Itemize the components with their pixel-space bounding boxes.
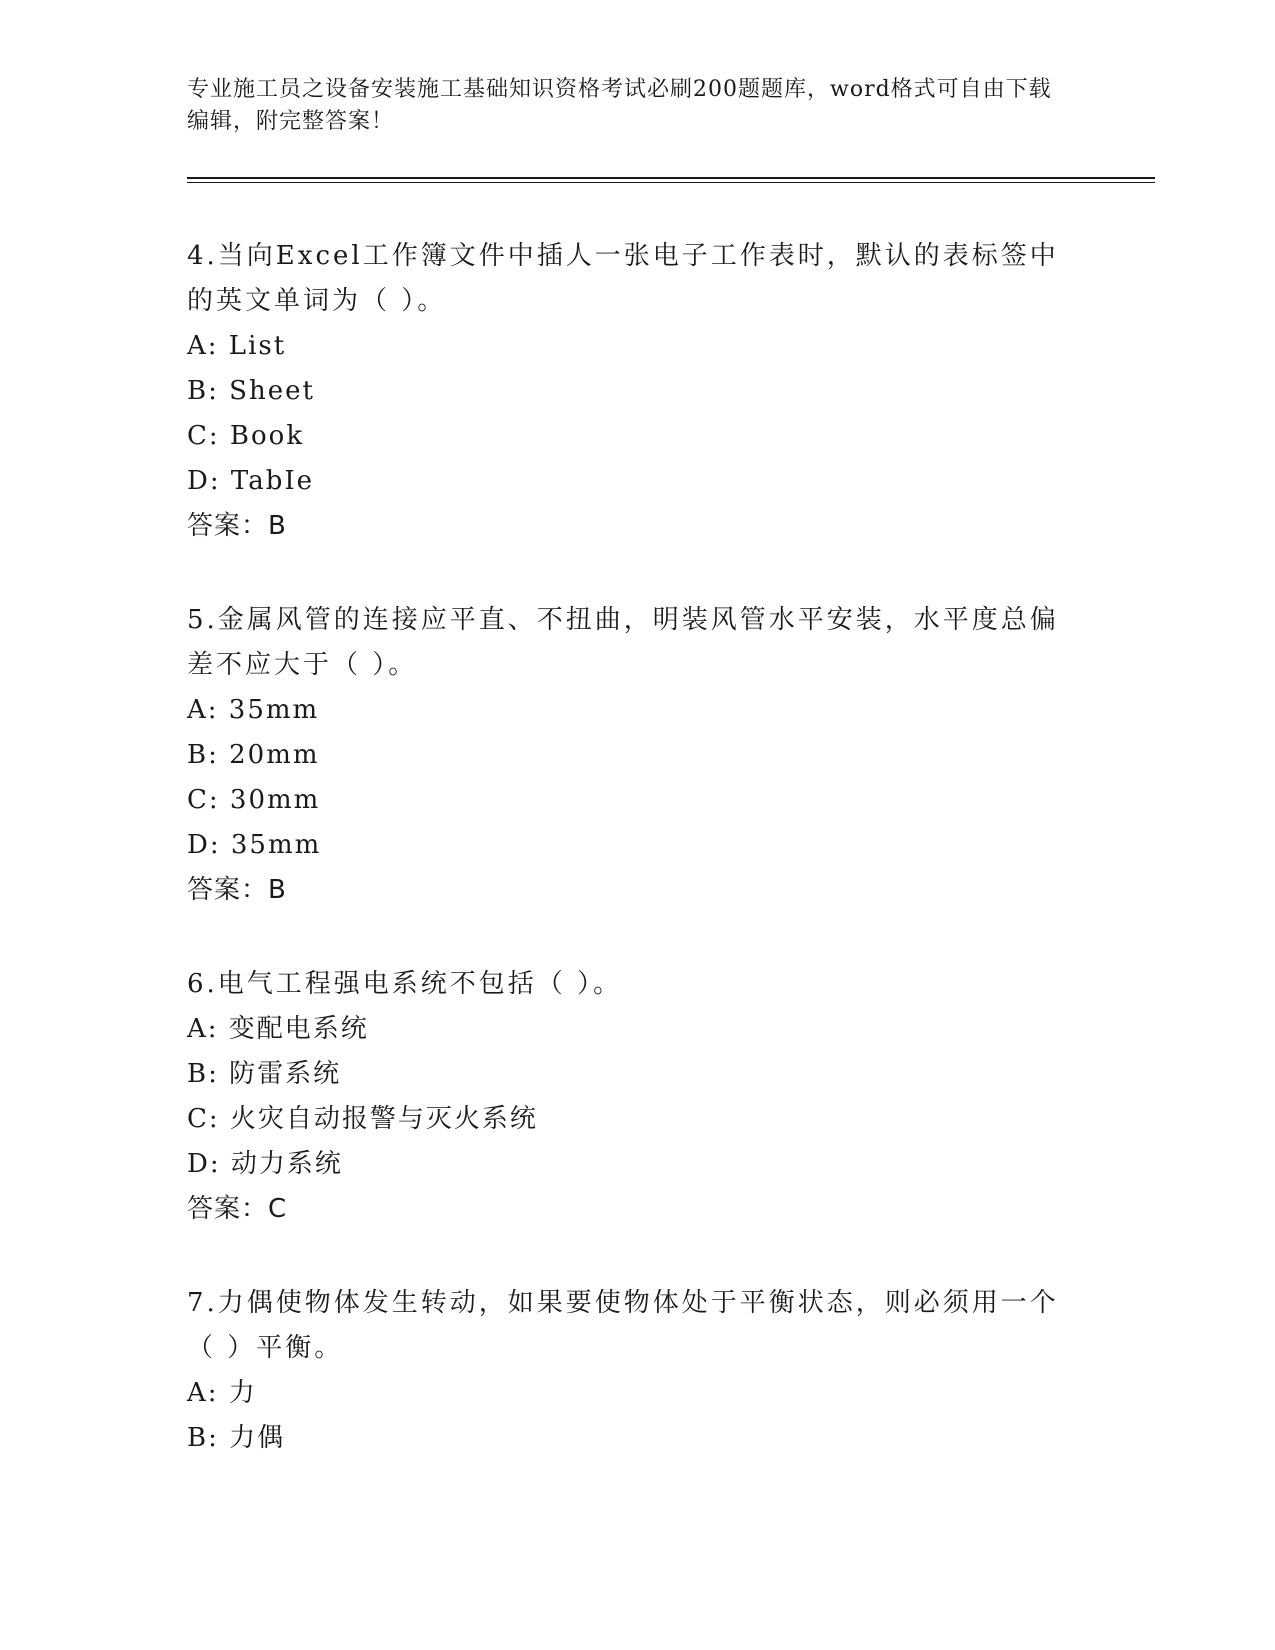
question-5 bbox=[187, 598, 1067, 913]
question-stem: 6.电气工程强电系统不包括（ ）。 bbox=[187, 969, 623, 999]
question-7 bbox=[187, 1281, 1067, 1461]
document-header-title: 专业施工员之设备安装施工基础知识资格考试必刷200题题库，word格式可自由下载编辑，附完整答案！ bbox=[187, 77, 1052, 134]
header-divider-thin bbox=[187, 182, 1155, 183]
option-b: B: 20mm bbox=[187, 740, 320, 770]
option-d: D: 35mm bbox=[187, 830, 322, 860]
question-6 bbox=[187, 962, 1067, 1232]
question-4 bbox=[187, 234, 1067, 549]
option-c: C: 火灾自动报警与灭火系统 bbox=[187, 1104, 538, 1134]
header-divider-thick bbox=[187, 177, 1155, 179]
option-a: A: 变配电系统 bbox=[187, 1014, 369, 1044]
option-d: D: TabIe bbox=[187, 466, 314, 496]
option-c: C: Book bbox=[187, 421, 305, 451]
option-a: A: 35mm bbox=[187, 695, 320, 725]
option-b: B: 防雷系统 bbox=[187, 1059, 342, 1089]
question-stem: 7.力偶使物体发生转动，如果要使物体处于平衡状态，则必须用一个（ ）平衡。 bbox=[187, 1288, 1059, 1363]
option-c: C: 30mm bbox=[187, 785, 321, 815]
answer-line: 答案：B bbox=[187, 875, 287, 905]
option-b: B: Sheet bbox=[187, 376, 315, 406]
option-d: D: 动力系统 bbox=[187, 1149, 343, 1179]
question-stem: 4.当向Excel工作簿文件中插人一张电子工作表时，默认的表标签中的英文单词为（ ）。 bbox=[187, 241, 1059, 316]
question-stem: 5.金属风管的连接应平直、不扭曲，明装风管水平安装，水平度总偏差不应大于（ ）。 bbox=[187, 605, 1059, 680]
option-a: A: 力 bbox=[187, 1378, 257, 1408]
option-a: A: List bbox=[187, 331, 287, 361]
option-b: B: 力偶 bbox=[187, 1423, 286, 1453]
answer-line: 答案：B bbox=[187, 511, 287, 541]
answer-line: 答案：C bbox=[187, 1194, 288, 1224]
